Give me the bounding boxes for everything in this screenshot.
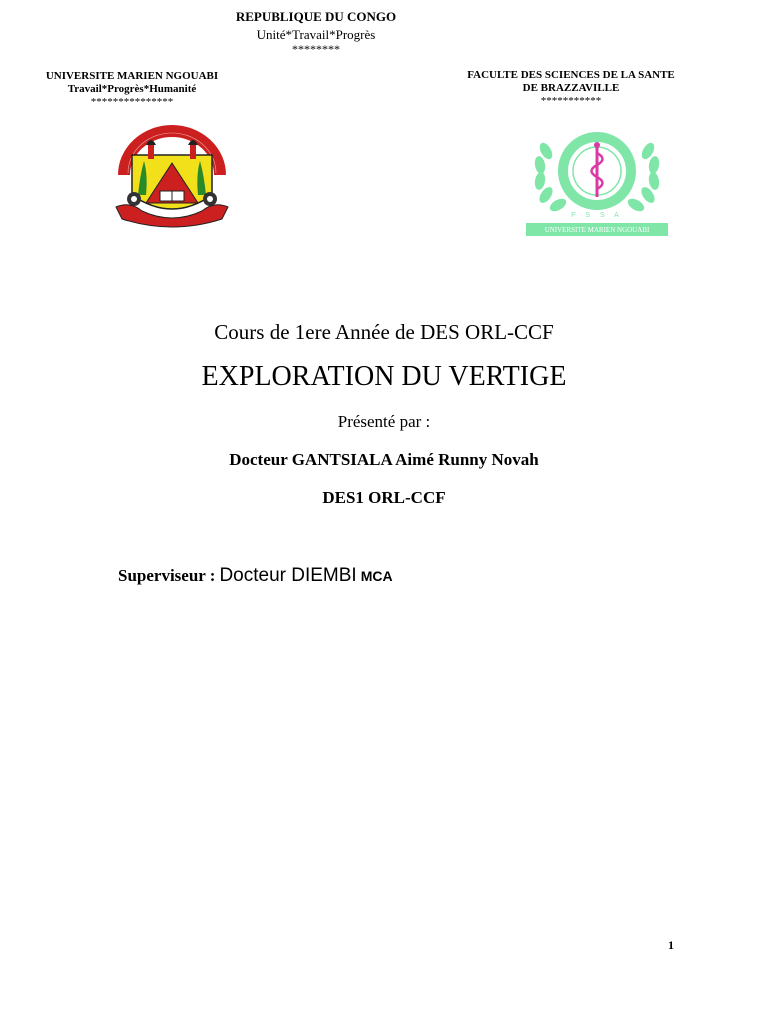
supervisor-rank: MCA [360, 568, 393, 584]
faculty-separator: *********** [540, 95, 602, 107]
emblem-banner-text: UNIVERSITE MARIEN NGOUABI [544, 226, 650, 234]
university-separator: *************** [90, 96, 174, 108]
university-crest-logo [110, 125, 234, 233]
page-number: 1 [668, 938, 674, 952]
author-name: Docteur GANTSIALA Aimé Runny Novah [229, 450, 539, 469]
presented-by-label: Présenté par : [337, 412, 431, 431]
republic-motto: Unité*Travail*Progrès [256, 27, 376, 42]
supervisor-label: Superviseur : [118, 566, 216, 585]
course-subtitle: Cours de 1ere Année de DES ORL-CCF [214, 320, 554, 344]
emblem-letters: F S S A [571, 212, 623, 219]
supervisor-name: Docteur DIEMBI [219, 565, 357, 586]
supervisor-line [118, 565, 393, 587]
university-motto: Travail*Progrès*Humanité [67, 83, 197, 95]
program-name: DES1 ORL-CCF [322, 488, 446, 507]
faculty-name-line1: FACULTE DES SCIENCES DE LA SANTE [467, 69, 675, 81]
document-title: EXPLORATION DU VERTIGE [201, 361, 567, 392]
faculty-emblem-logo [524, 131, 670, 237]
republic-title: REPUBLIQUE DU CONGO [235, 9, 397, 24]
faculty-name-line2: DE BRAZZAVILLE [522, 82, 620, 94]
university-name: UNIVERSITE MARIEN NGOUABI [45, 70, 219, 82]
republic-separator: ******** [292, 42, 340, 56]
